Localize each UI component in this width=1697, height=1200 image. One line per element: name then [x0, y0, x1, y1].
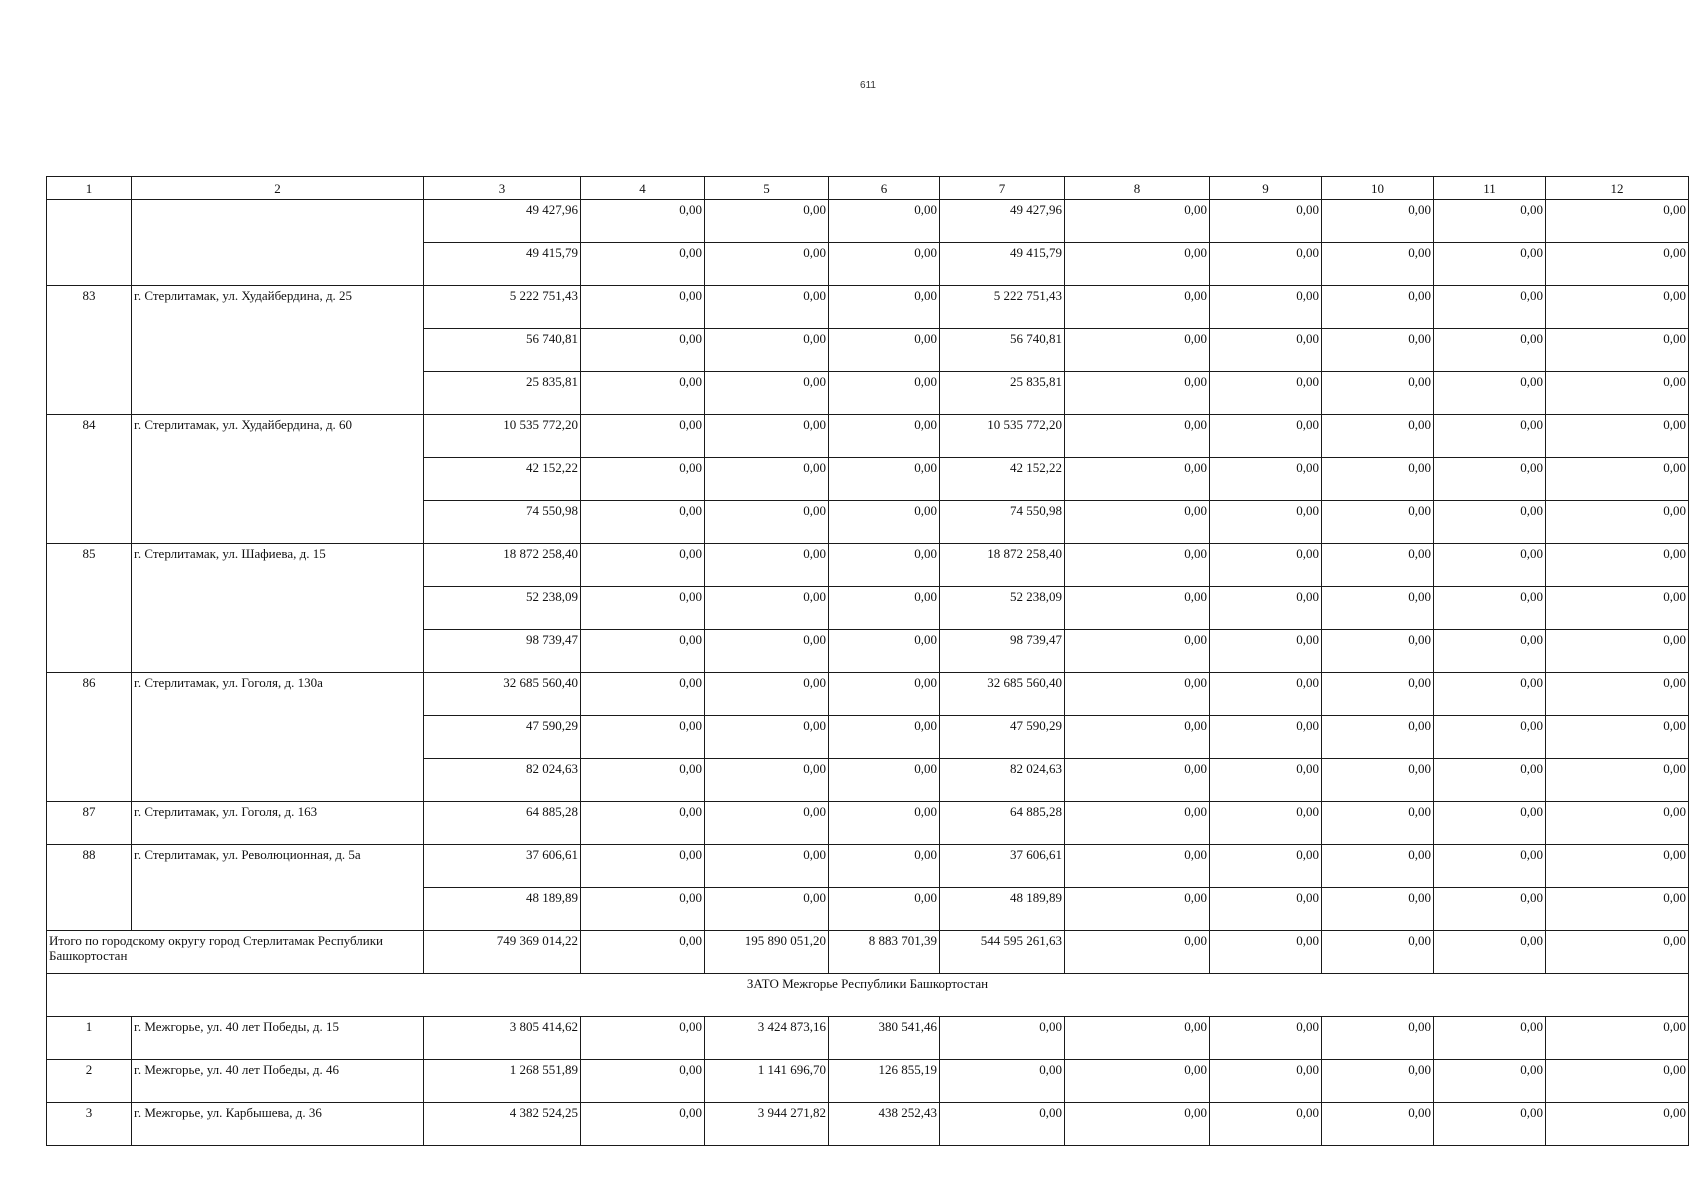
value-cell: 0,00: [581, 200, 705, 243]
total-value-cell: 8 883 701,39: [829, 931, 940, 974]
address-cell: г. Стерлитамак, ул. Худайбердина, д. 60: [132, 415, 424, 544]
value-cell: 0,00: [1322, 845, 1434, 888]
value-cell: 0,00: [1065, 587, 1210, 630]
value-cell: 52 238,09: [940, 587, 1065, 630]
value-cell: 0,00: [1546, 544, 1689, 587]
column-header: 6: [829, 177, 940, 200]
column-header: 2: [132, 177, 424, 200]
value-cell: 0,00: [1065, 1017, 1210, 1060]
value-cell: 0,00: [1434, 673, 1546, 716]
value-cell: 0,00: [1210, 673, 1322, 716]
value-cell: 0,00: [1065, 802, 1210, 845]
value-cell: 0,00: [1210, 372, 1322, 415]
value-cell: 98 739,47: [424, 630, 581, 673]
value-cell: 0,00: [1434, 716, 1546, 759]
value-cell: 0,00: [705, 200, 829, 243]
address-cell: г. Стерлитамак, ул. Шафиева, д. 15: [132, 544, 424, 673]
value-cell: 0,00: [829, 243, 940, 286]
value-cell: 0,00: [581, 1060, 705, 1103]
value-cell: 74 550,98: [424, 501, 581, 544]
value-cell: 0,00: [940, 1103, 1065, 1146]
value-cell: 0,00: [829, 329, 940, 372]
column-header: 4: [581, 177, 705, 200]
value-cell: 0,00: [1546, 630, 1689, 673]
value-cell: 0,00: [581, 845, 705, 888]
value-cell: 0,00: [1065, 759, 1210, 802]
value-cell: 0,00: [1434, 759, 1546, 802]
value-cell: 380 541,46: [829, 1017, 940, 1060]
value-cell: 0,00: [1434, 329, 1546, 372]
value-cell: 0,00: [581, 329, 705, 372]
page-number: 611: [860, 80, 876, 91]
value-cell: 0,00: [705, 673, 829, 716]
value-cell: 0,00: [1322, 286, 1434, 329]
value-cell: 47 590,29: [424, 716, 581, 759]
total-value-cell: 544 595 261,63: [940, 931, 1065, 974]
row-number: [47, 200, 132, 286]
value-cell: 0,00: [705, 630, 829, 673]
value-cell: 0,00: [1322, 458, 1434, 501]
value-cell: 0,00: [1065, 630, 1210, 673]
total-value-cell: 0,00: [1210, 931, 1322, 974]
address-cell: г. Стерлитамак, ул. Гоголя, д. 163: [132, 802, 424, 845]
value-cell: 18 872 258,40: [940, 544, 1065, 587]
value-cell: 82 024,63: [940, 759, 1065, 802]
value-cell: 64 885,28: [940, 802, 1065, 845]
column-header: 9: [1210, 177, 1322, 200]
value-cell: 37 606,61: [424, 845, 581, 888]
value-cell: 0,00: [705, 501, 829, 544]
value-cell: 0,00: [829, 415, 940, 458]
value-cell: 0,00: [1065, 200, 1210, 243]
value-cell: 0,00: [1546, 372, 1689, 415]
value-cell: 42 152,22: [424, 458, 581, 501]
value-cell: 5 222 751,43: [940, 286, 1065, 329]
value-cell: 0,00: [829, 630, 940, 673]
value-cell: 0,00: [1546, 845, 1689, 888]
column-header: 3: [424, 177, 581, 200]
address-cell: [132, 200, 424, 286]
value-cell: 0,00: [1210, 415, 1322, 458]
value-cell: 0,00: [1546, 243, 1689, 286]
value-cell: 0,00: [705, 888, 829, 931]
value-cell: 0,00: [829, 372, 940, 415]
value-cell: 0,00: [1210, 1060, 1322, 1103]
row-number: 85: [47, 544, 132, 673]
total-value-cell: 0,00: [581, 931, 705, 974]
value-cell: 0,00: [581, 759, 705, 802]
total-value-cell: 0,00: [1434, 931, 1546, 974]
value-cell: 49 415,79: [940, 243, 1065, 286]
value-cell: 1 268 551,89: [424, 1060, 581, 1103]
value-cell: 0,00: [1546, 1103, 1689, 1146]
value-cell: 49 427,96: [424, 200, 581, 243]
value-cell: 74 550,98: [940, 501, 1065, 544]
value-cell: 56 740,81: [940, 329, 1065, 372]
value-cell: 48 189,89: [424, 888, 581, 931]
value-cell: 0,00: [705, 544, 829, 587]
value-cell: 42 152,22: [940, 458, 1065, 501]
value-cell: 0,00: [1434, 501, 1546, 544]
value-cell: 0,00: [1434, 286, 1546, 329]
table-row: [47, 544, 1689, 587]
value-cell: 0,00: [581, 544, 705, 587]
value-cell: 52 238,09: [424, 587, 581, 630]
value-cell: 18 872 258,40: [424, 544, 581, 587]
value-cell: 0,00: [581, 501, 705, 544]
value-cell: 25 835,81: [940, 372, 1065, 415]
total-value-cell: 195 890 051,20: [705, 931, 829, 974]
value-cell: 0,00: [1322, 243, 1434, 286]
value-cell: 0,00: [1065, 544, 1210, 587]
value-cell: 0,00: [1210, 286, 1322, 329]
value-cell: 0,00: [581, 888, 705, 931]
column-header: 8: [1065, 177, 1210, 200]
value-cell: 4 382 524,25: [424, 1103, 581, 1146]
value-cell: 0,00: [581, 587, 705, 630]
value-cell: 0,00: [1434, 1017, 1546, 1060]
value-cell: 0,00: [1546, 501, 1689, 544]
value-cell: 0,00: [581, 716, 705, 759]
value-cell: 10 535 772,20: [424, 415, 581, 458]
value-cell: 1 141 696,70: [705, 1060, 829, 1103]
value-cell: 0,00: [1546, 329, 1689, 372]
value-cell: 0,00: [1322, 372, 1434, 415]
value-cell: 3 805 414,62: [424, 1017, 581, 1060]
value-cell: 0,00: [1546, 716, 1689, 759]
value-cell: 0,00: [705, 329, 829, 372]
value-cell: 0,00: [1546, 587, 1689, 630]
value-cell: 3 424 873,16: [705, 1017, 829, 1060]
value-cell: 5 222 751,43: [424, 286, 581, 329]
value-cell: 25 835,81: [424, 372, 581, 415]
value-cell: 0,00: [829, 888, 940, 931]
value-cell: 0,00: [1065, 501, 1210, 544]
row-number: 86: [47, 673, 132, 802]
value-cell: 0,00: [1546, 458, 1689, 501]
address-cell: г. Стерлитамак, ул. Гоголя, д. 130а: [132, 673, 424, 802]
value-cell: 0,00: [1210, 759, 1322, 802]
value-cell: 0,00: [829, 501, 940, 544]
value-cell: 438 252,43: [829, 1103, 940, 1146]
value-cell: 0,00: [1322, 759, 1434, 802]
value-cell: 0,00: [1322, 1060, 1434, 1103]
value-cell: 64 885,28: [424, 802, 581, 845]
value-cell: 0,00: [1322, 630, 1434, 673]
value-cell: 0,00: [1210, 329, 1322, 372]
value-cell: 0,00: [1434, 458, 1546, 501]
value-cell: 0,00: [705, 286, 829, 329]
value-cell: 0,00: [1210, 802, 1322, 845]
value-cell: 0,00: [829, 802, 940, 845]
header-row: [47, 177, 1689, 200]
value-cell: 0,00: [1322, 329, 1434, 372]
value-cell: 0,00: [1434, 888, 1546, 931]
value-cell: 0,00: [705, 415, 829, 458]
value-cell: 0,00: [1210, 544, 1322, 587]
value-cell: 0,00: [1210, 1017, 1322, 1060]
value-cell: 0,00: [1322, 673, 1434, 716]
value-cell: 0,00: [1065, 415, 1210, 458]
value-cell: 0,00: [1434, 415, 1546, 458]
row-number: 2: [47, 1060, 132, 1103]
column-header: 12: [1546, 177, 1689, 200]
column-header: 11: [1434, 177, 1546, 200]
value-cell: 0,00: [1546, 415, 1689, 458]
total-value-cell: 749 369 014,22: [424, 931, 581, 974]
value-cell: 47 590,29: [940, 716, 1065, 759]
value-cell: 0,00: [1065, 286, 1210, 329]
table-row: [47, 200, 1689, 243]
value-cell: 0,00: [705, 587, 829, 630]
value-cell: 0,00: [705, 243, 829, 286]
value-cell: 0,00: [1065, 329, 1210, 372]
table-row: [47, 802, 1689, 845]
value-cell: 0,00: [1434, 372, 1546, 415]
value-cell: 0,00: [1210, 716, 1322, 759]
value-cell: 0,00: [1065, 888, 1210, 931]
value-cell: 32 685 560,40: [424, 673, 581, 716]
value-cell: 82 024,63: [424, 759, 581, 802]
value-cell: 49 427,96: [940, 200, 1065, 243]
total-row: [47, 931, 1689, 974]
address-cell: г. Межгорье, ул. 40 лет Победы, д. 15: [132, 1017, 424, 1060]
value-cell: 0,00: [829, 845, 940, 888]
value-cell: 3 944 271,82: [705, 1103, 829, 1146]
value-cell: 0,00: [1546, 802, 1689, 845]
section-row: [47, 974, 1689, 1017]
value-cell: 0,00: [1065, 716, 1210, 759]
value-cell: 0,00: [940, 1060, 1065, 1103]
value-cell: 0,00: [581, 286, 705, 329]
row-number: 88: [47, 845, 132, 931]
table-row: [47, 415, 1689, 458]
value-cell: 0,00: [1434, 1103, 1546, 1146]
value-cell: 0,00: [1322, 888, 1434, 931]
value-cell: 0,00: [1546, 888, 1689, 931]
value-cell: 0,00: [1210, 501, 1322, 544]
value-cell: 0,00: [581, 1103, 705, 1146]
value-cell: 0,00: [705, 845, 829, 888]
value-cell: 0,00: [705, 716, 829, 759]
table-row: [47, 1017, 1689, 1060]
table-row: [47, 1060, 1689, 1103]
total-value-cell: 0,00: [1065, 931, 1210, 974]
value-cell: 0,00: [1322, 200, 1434, 243]
value-cell: 0,00: [1210, 630, 1322, 673]
value-cell: 10 535 772,20: [940, 415, 1065, 458]
budget-table: [46, 176, 1689, 1146]
value-cell: 0,00: [829, 458, 940, 501]
value-cell: 0,00: [1210, 200, 1322, 243]
table-row: [47, 845, 1689, 888]
row-number: 1: [47, 1017, 132, 1060]
value-cell: 0,00: [1546, 673, 1689, 716]
value-cell: 32 685 560,40: [940, 673, 1065, 716]
column-header: 1: [47, 177, 132, 200]
value-cell: 0,00: [581, 372, 705, 415]
column-header: 5: [705, 177, 829, 200]
value-cell: 0,00: [1065, 372, 1210, 415]
value-cell: 98 739,47: [940, 630, 1065, 673]
value-cell: 0,00: [705, 802, 829, 845]
total-value-cell: 0,00: [1322, 931, 1434, 974]
value-cell: 0,00: [1210, 888, 1322, 931]
value-cell: 0,00: [1434, 1060, 1546, 1103]
value-cell: 0,00: [1322, 1017, 1434, 1060]
value-cell: 0,00: [1065, 1103, 1210, 1146]
value-cell: 0,00: [1434, 630, 1546, 673]
value-cell: 0,00: [1546, 1060, 1689, 1103]
value-cell: 0,00: [1434, 845, 1546, 888]
value-cell: 0,00: [581, 458, 705, 501]
value-cell: 0,00: [829, 716, 940, 759]
value-cell: 0,00: [1434, 544, 1546, 587]
value-cell: 0,00: [829, 286, 940, 329]
address-cell: г. Стерлитамак, ул. Революционная, д. 5а: [132, 845, 424, 931]
column-header: 10: [1322, 177, 1434, 200]
value-cell: 0,00: [581, 673, 705, 716]
value-cell: 0,00: [1322, 501, 1434, 544]
value-cell: 0,00: [1322, 544, 1434, 587]
address-cell: г. Межгорье, ул. Карбышева, д. 36: [132, 1103, 424, 1146]
value-cell: 0,00: [705, 759, 829, 802]
value-cell: 37 606,61: [940, 845, 1065, 888]
value-cell: 0,00: [1065, 458, 1210, 501]
value-cell: 0,00: [1546, 759, 1689, 802]
value-cell: 0,00: [829, 673, 940, 716]
value-cell: 126 855,19: [829, 1060, 940, 1103]
total-label: Итого по городскому округу город Стерлитамак Республики Башкортостан: [47, 931, 424, 974]
value-cell: 0,00: [581, 415, 705, 458]
value-cell: 0,00: [1210, 587, 1322, 630]
value-cell: 0,00: [1065, 673, 1210, 716]
row-number: 3: [47, 1103, 132, 1146]
value-cell: 0,00: [581, 243, 705, 286]
table-body: [47, 200, 1689, 1146]
value-cell: 0,00: [1322, 716, 1434, 759]
column-header: 7: [940, 177, 1065, 200]
value-cell: 0,00: [1210, 458, 1322, 501]
total-value-cell: 0,00: [1546, 931, 1689, 974]
row-number: 83: [47, 286, 132, 415]
value-cell: 0,00: [829, 544, 940, 587]
value-cell: 0,00: [1546, 286, 1689, 329]
value-cell: 0,00: [581, 802, 705, 845]
value-cell: 0,00: [940, 1017, 1065, 1060]
value-cell: 0,00: [705, 458, 829, 501]
value-cell: 0,00: [581, 1017, 705, 1060]
value-cell: 0,00: [829, 759, 940, 802]
value-cell: 0,00: [1065, 845, 1210, 888]
value-cell: 0,00: [1322, 415, 1434, 458]
value-cell: 0,00: [1210, 243, 1322, 286]
value-cell: 0,00: [705, 372, 829, 415]
value-cell: 0,00: [1434, 200, 1546, 243]
value-cell: 0,00: [829, 587, 940, 630]
table-row: [47, 1103, 1689, 1146]
value-cell: 0,00: [1434, 243, 1546, 286]
value-cell: 0,00: [1065, 243, 1210, 286]
value-cell: 0,00: [829, 200, 940, 243]
value-cell: 0,00: [1434, 802, 1546, 845]
value-cell: 49 415,79: [424, 243, 581, 286]
value-cell: 0,00: [1322, 802, 1434, 845]
address-cell: г. Межгорье, ул. 40 лет Победы, д. 46: [132, 1060, 424, 1103]
value-cell: 48 189,89: [940, 888, 1065, 931]
section-title: ЗАТО Межгорье Республики Башкортостан: [47, 974, 1689, 1017]
table-row: [47, 673, 1689, 716]
value-cell: 0,00: [1322, 1103, 1434, 1146]
address-cell: г. Стерлитамак, ул. Худайбердина, д. 25: [132, 286, 424, 415]
value-cell: 0,00: [1546, 200, 1689, 243]
row-number: 84: [47, 415, 132, 544]
value-cell: 56 740,81: [424, 329, 581, 372]
row-number: 87: [47, 802, 132, 845]
value-cell: 0,00: [1065, 1060, 1210, 1103]
value-cell: 0,00: [1210, 1103, 1322, 1146]
value-cell: 0,00: [1322, 587, 1434, 630]
table-row: [47, 286, 1689, 329]
value-cell: 0,00: [1546, 1017, 1689, 1060]
value-cell: 0,00: [1210, 845, 1322, 888]
value-cell: 0,00: [581, 630, 705, 673]
value-cell: 0,00: [1434, 587, 1546, 630]
